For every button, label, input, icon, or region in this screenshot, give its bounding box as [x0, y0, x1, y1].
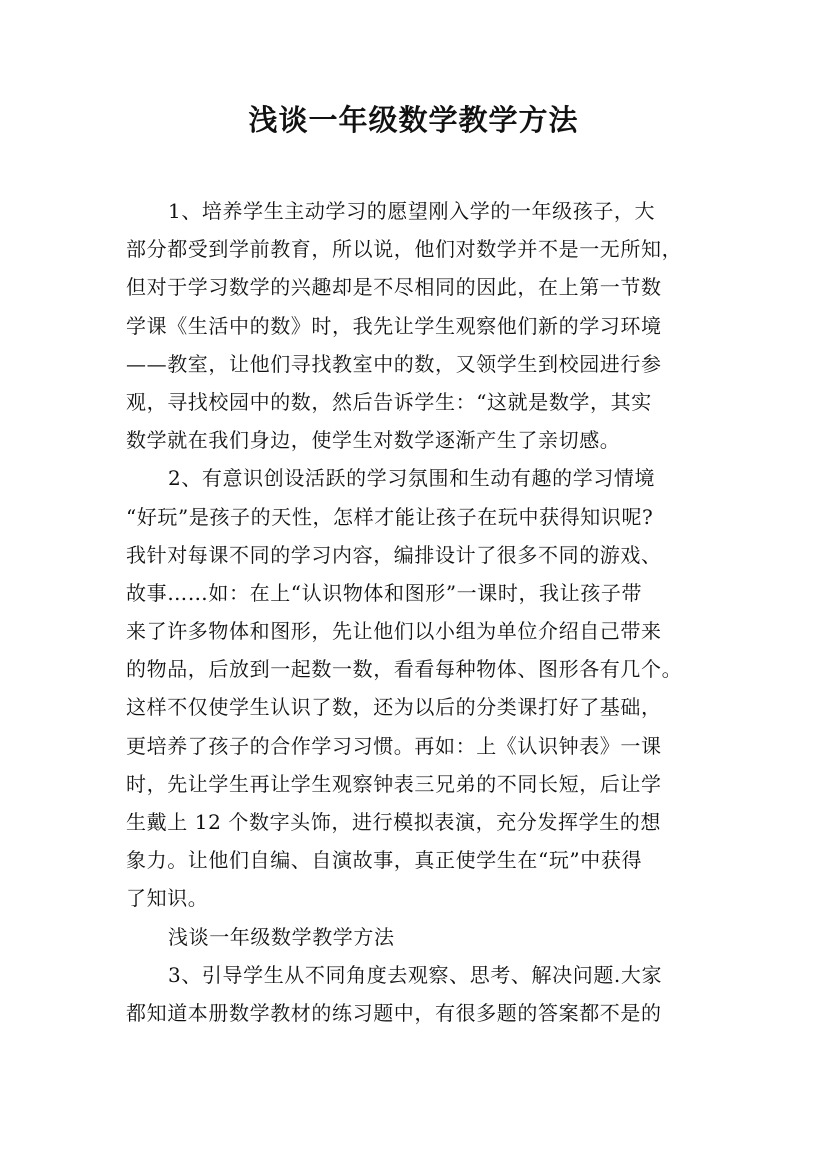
- paragraph-1-line-7: 数学就在我们身边，使学生对数学逐渐产生了亲切感。: [126, 428, 621, 453]
- paragraph-1-line-2: 部分都受到学前教育，所以说，他们对数学并不是一无所知，: [126, 237, 683, 262]
- paragraph-2-line-1: 2、有意识创设活跃的学习氛围和生动有趣的学习情境: [168, 466, 656, 491]
- document-body: [126, 192, 706, 1032]
- paragraph-2-line-5: 来了许多物体和图形，先让他们以小组为单位介绍自己带来: [126, 619, 662, 644]
- paragraph-2-line-9: 时，先让学生再让学生观察钟表三兄弟的不同长短，后让学: [126, 771, 662, 796]
- paragraph-1-line-1: 1、培养学生主动学习的愿望刚入学的一年级孩子，大: [168, 199, 656, 223]
- paragraph-2-line-6: 的物品，后放到一起数一数，看看每种物体、图形各有几个。: [126, 657, 683, 682]
- paragraph-3-line-2: 都知道本册数学教材的练习题中，有很多题的答案都不是的: [126, 1000, 662, 1025]
- paragraph-2-line-4: 故事……如：在上“认识物体和图形”一课时，我让孩子带: [126, 580, 643, 605]
- paragraph-2-line-12: 了知识。: [126, 886, 209, 911]
- paragraph-1-line-4: 学课《生活中的数》时，我先让学生观察他们新的学习环境: [126, 313, 662, 338]
- paragraph-2-line-7: 这样不仅使学生认识了数，还为以后的分类课打好了基础，: [126, 695, 662, 720]
- paragraph-2-line-3: 我针对每课不同的学习内容，编排设计了很多不同的游戏、: [126, 542, 662, 567]
- paragraph-1-line-3: 但对于学习数学的兴趣却是不尽相同的因此，在上第一节数: [126, 275, 662, 300]
- document-title: 浅谈一年级数学教学方法: [248, 103, 579, 137]
- paragraph-2-line-11: 象力。让他们自编、自演故事，真正使学生在“玩”中获得: [126, 848, 643, 873]
- repeated-title-line: 浅谈一年级数学教学方法: [168, 924, 395, 949]
- paragraph-3-line-1: 3、引导学生从不同角度去观察、思考、解决问题.大家: [168, 962, 663, 987]
- paragraph-1-line-5: ——教室，让他们寻找教室中的数，又领学生到校园进行参: [126, 351, 662, 376]
- paragraph-2-line-8: 更培养了孩子的合作学习习惯。再如：上《认识钟表》一课: [126, 733, 662, 758]
- paragraph-2-line-10: 生戴上 12 个数字头饰，进行模拟表演，充分发挥学生的想: [126, 810, 661, 834]
- paragraph-2-line-2: “好玩”是孩子的天性，怎样才能让孩子在玩中获得知识呢?: [126, 504, 654, 529]
- paragraph-1-line-6: 观，寻找校园中的数，然后告诉学生：“这就是数学，其实: [126, 389, 652, 414]
